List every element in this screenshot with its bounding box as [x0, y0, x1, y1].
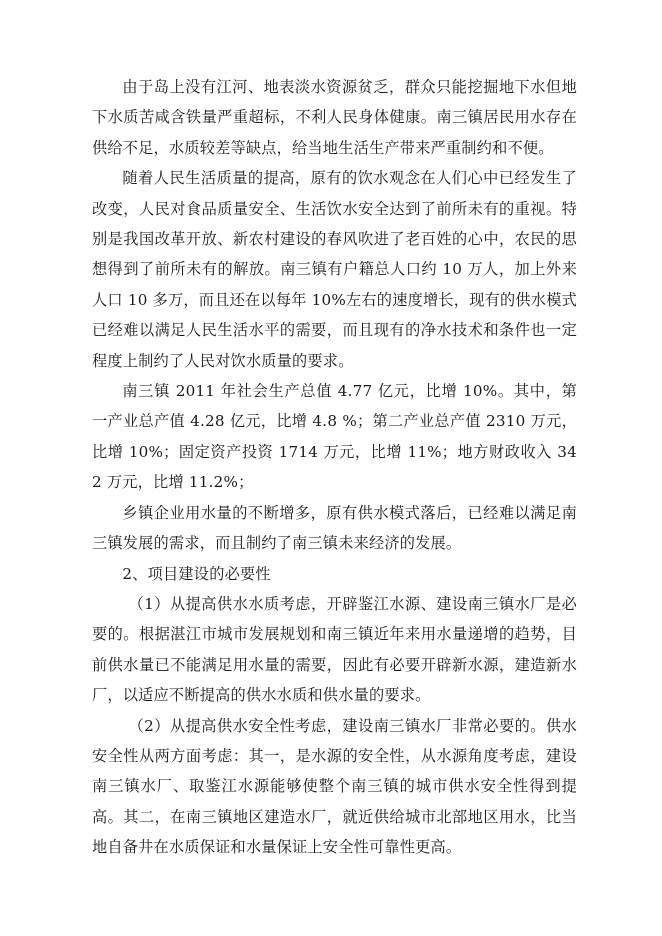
- necessity-item-water-safety: （2）从提高供水安全性考虑，建设南三镇水厂非常必要的。供水安全性从两方面考虑：其一，是水源的安全性，从水源角度考虑，建设南三镇水厂、取鉴江水源能够使整个南三镇的城市供水安全性得到提高。其二，在南三镇地区建造水厂，就近供给城市北部地区用水，比当地自备井在水质保证和水量保证上安全性可靠性更高。: [92, 716, 577, 857]
- necessity-item-water-quality: （1）从提高供水水质考虑，开辟鉴江水源、建设南三镇水厂是必要的。根据湛江市城市发展规划和南三镇近年来用水量递增的趋势，目前供水量已不能满足用水量的需要，因此有必要开辟新水源，建造新水厂，以适应不断提高的供水水质和供水量的要求。: [92, 594, 577, 705]
- paragraph-living-standards: 随着人民生活质量的提高，原有的饮水观念在人们心中已经发生了改变，人民对食品质量安全、生活饮水安全达到了前所未有的重视。特别是我国改革开放、新农村建设的春风吹进了老百姓的心中，农民的思想得到了前所未有的解放。南三镇有户籍总人口约 10 万人，加上外来人口 10 多万，而且还在以每年 10%左右的速度增长，现有的供水模式已经难以满足人民生活水平的需要，而且现有的净水技术和条件也一定程度上制约了人民对饮水质量的要求。: [92, 169, 577, 370]
- section-heading: 2、项目建设的必要性: [122, 564, 271, 583]
- paragraph-enterprise-demand: 乡镇企业用水量的不断增多，原有供水模式落后，已经难以满足南三镇发展的需求，而且制约了南三镇未来经济的发展。: [92, 503, 577, 553]
- paragraph-economic-stats: 南三镇 2011 年社会生产总值 4.77 亿元，比增 10%。其中，第一产业总产值 4.28 亿元，比增 4.8 %；第二产业总产值 2310 万元，比增 10%；固定资产投资 1714 万元，比增 11%；地方财政收入 342 万元，比增 11.2%；: [92, 382, 577, 492]
- paragraph-water-shortage: 由于岛上没有江河、地表淡水资源贫乏，群众只能挖掘地下水但地下水质苦咸含铁量严重超标，不利人民身体健康。南三镇居民用水存在供给不足，水质较差等缺点，给当地生活生产带来严重制约和不便。: [92, 78, 577, 157]
- document-body: [92, 72, 577, 863]
